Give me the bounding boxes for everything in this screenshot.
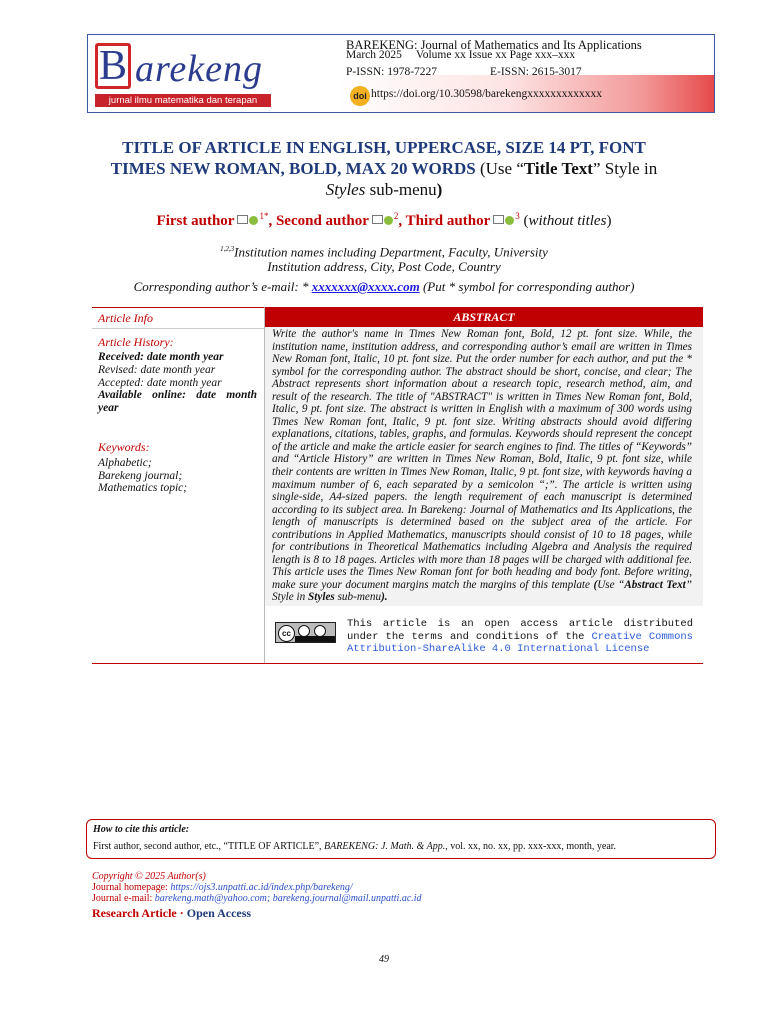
abstract-heading: ABSTRACT [265,308,703,327]
issue-volume: Volume xx Issue xx Page xxx–xxx [415,49,576,61]
orcid-icon[interactable] [505,216,514,225]
article-history-label: Article History: [98,335,174,349]
journal-header [87,34,715,113]
abstract-style-in: ” Style in [272,578,693,604]
doi-icon: doi [350,86,370,106]
logo-letter: B [95,43,131,89]
keyword-item: Alphabetic; [98,457,152,469]
cc-by-sa-icon[interactable] [275,622,336,643]
second-author: , Second author [268,213,369,229]
institution-line-1: Institution names including Department, Faculty, University [234,244,548,260]
cite-heading: How to cite this article: [93,824,190,835]
section-rule-bottom [92,663,703,664]
eissn: E-ISSN: 2615-3017 [490,66,582,78]
third-author: , Third author [398,213,491,229]
journal-homepage [92,882,353,893]
title-paren-open: ( [475,159,486,178]
received-date: Received: date month year [98,351,224,363]
journal-email [92,893,422,904]
homepage-link[interactable]: https://ojs3.unpatti.ac.id/index.php/barekeng/ [170,882,353,893]
institution-sup: 1,2,3 [220,245,235,253]
abstract-styles-word: Styles [308,591,335,604]
corresponding-email [60,279,708,295]
open-access-label: Open Access [186,906,252,920]
journal-name: BAREKENG: Journal of Mathematics and Its Applications [346,38,642,52]
author-line [60,211,708,230]
license-text: This article is an open access article distributed under the terms and conditions of the [347,618,693,643]
author-note-open: ( [519,213,529,229]
copyright: Copyright © 2025 Author(s) [92,871,206,882]
cc-logo: cc [278,625,295,642]
accepted-date: Accepted: date month year [98,377,222,389]
abstract-text: Write the author's name in Times New Roman font, Bold, 12 pt. font size. While, the institution name, institution address, and corresponding author’s email are written in Times New Roman font, Italic, 10 pt. font size. Put the order number for each author, and put the * symbol for the corresponding author. The abstract should be short, concise, and clear; The Abstract represents short information about a research topic, research method, aim, and result of the research. The title of "ABSTRACT" is written in Times New Roman font, Bold, Italic, 9 pt. font size. The abstract is written in English with a maximum of 300 words using Times New Roman font, Italic, 9 pt. font size. Writing abstracts should avoid differing explanations, citations, tables, graphs, and formulas. Keywords should represent the concept of the article and make the article easier for search engines to find. The titles of “Keywords” and “Article History” are written in Times New Roman, Bold, Italic, 9 pt. font size, while their contents are written in Times New Roman, Italic, 9 pt. font size, with keywords having a maximum number of 6, each separated by a semicolon “;”. The article is written using single-side, A4-sized papers. the length requirement of each manuscript is determined according to its subject area. In Barekeng: Journal of Mathematics and Its Applications, the length of manuscripts is determined based on the subject area of the article. For contributions in Applied Mathematics, manuscripts should consist of 10 to 18 pages, while for contributions in Theoretical Mathematics including Algebra and Analysis the required length is 8 to 18 pages. Articles with more than 18 pages will be charged with additional fee. This article uses the Times New Roman font for both heading and body font. Before writing, make sure your document margins match the margins of this template [272,328,692,591]
cite-text [93,841,616,852]
author-sup: 3 [515,211,520,221]
keyword-item: Mathematics topic; [98,482,188,494]
abstract-close: ). [381,591,388,604]
cite-journal: BAREKENG: J. Math. & App. [324,841,446,852]
page-number: 49 [379,954,389,965]
research-article-label: Research Article [92,906,177,920]
issue-date: March 2025 [346,49,402,61]
article-type [92,906,251,921]
title-use: Use “ [485,159,524,178]
title-style-in: ” Style in [592,159,658,178]
article-info-heading: Article Info [98,311,153,325]
orcid-icon[interactable] [384,216,393,225]
author-sup: 1* [259,211,269,221]
corresponding-suffix: (Put * symbol for corresponding author) [419,279,635,294]
institution-block [100,242,668,274]
abstract-use: Use “ [597,578,625,591]
barekeng-logo [95,41,271,107]
cite-pre: First author, second author, etc., “TITLE OF ARTICLE”, [93,841,325,852]
separator-dot: · [176,906,187,920]
first-author: First author [156,213,235,229]
available-online-date: Available online: date month year [98,389,257,414]
email-icon[interactable] [493,215,504,224]
email-icon[interactable] [372,215,383,224]
logo-tagline: jurnal ilmu matematika dan terapan [95,94,271,107]
pissn: P-ISSN: 1978-7227 [346,66,438,78]
title-styles-word: Styles [325,180,366,199]
abstract-submenu: sub-menu [334,591,382,604]
abstract-paren-open: ( [593,578,598,591]
institution-line-2: Institution address, City, Post Code, Country [267,259,501,275]
article-title [110,137,658,200]
author-note-close: ) [606,213,612,229]
corresponding-email-link[interactable]: xxxxxxx@xxxx.com [311,279,420,294]
license-link[interactable]: Creative Commons Attribution-ShareAlike 4.0 International License [347,630,693,655]
author-sup: 2 [393,211,399,221]
abstract-body [265,327,703,606]
title-submenu: sub-menu [365,180,437,199]
orcid-icon[interactable] [249,216,258,225]
doi-link[interactable]: https://doi.org/10.30598/barekengxxxxxxxxxxxxx [371,88,603,100]
badge-strip [295,636,335,642]
logo-word: arekeng [135,48,263,90]
keywords-label: Keywords: [98,440,150,454]
title-main: TITLE OF ARTICLE IN ENGLISH, UPPERCASE, SIZE 14 PT, FONT TIMES NEW ROMAN, BOLD, MAX 20 WORDS [110,138,646,178]
corresponding-prefix: Corresponding author’s e-mail: * [133,279,312,294]
revised-date: Revised: date month year [98,364,216,376]
email-label: Journal e-mail: [92,893,155,904]
keyword-item: Barekeng journal; [98,470,183,482]
license-notice [347,618,693,656]
how-to-cite-box [86,819,716,859]
homepage-label: Journal homepage: [92,882,171,893]
author-note: without titles [528,213,607,229]
title-style-name: Title Text [523,159,593,178]
issue-info [346,49,589,61]
title-paren-close: ) [436,180,443,199]
email-icon[interactable] [237,215,248,224]
email-links[interactable]: barekeng.math@yahoo.com; barekeng.journal@mail.unpatti.ac.id [154,893,422,904]
article-info-separator [92,328,264,329]
abstract-style-name: Abstract Text [624,578,686,591]
cite-post: , vol. xx, no. xx, pp. xxx-xxx, month, year. [445,841,617,852]
